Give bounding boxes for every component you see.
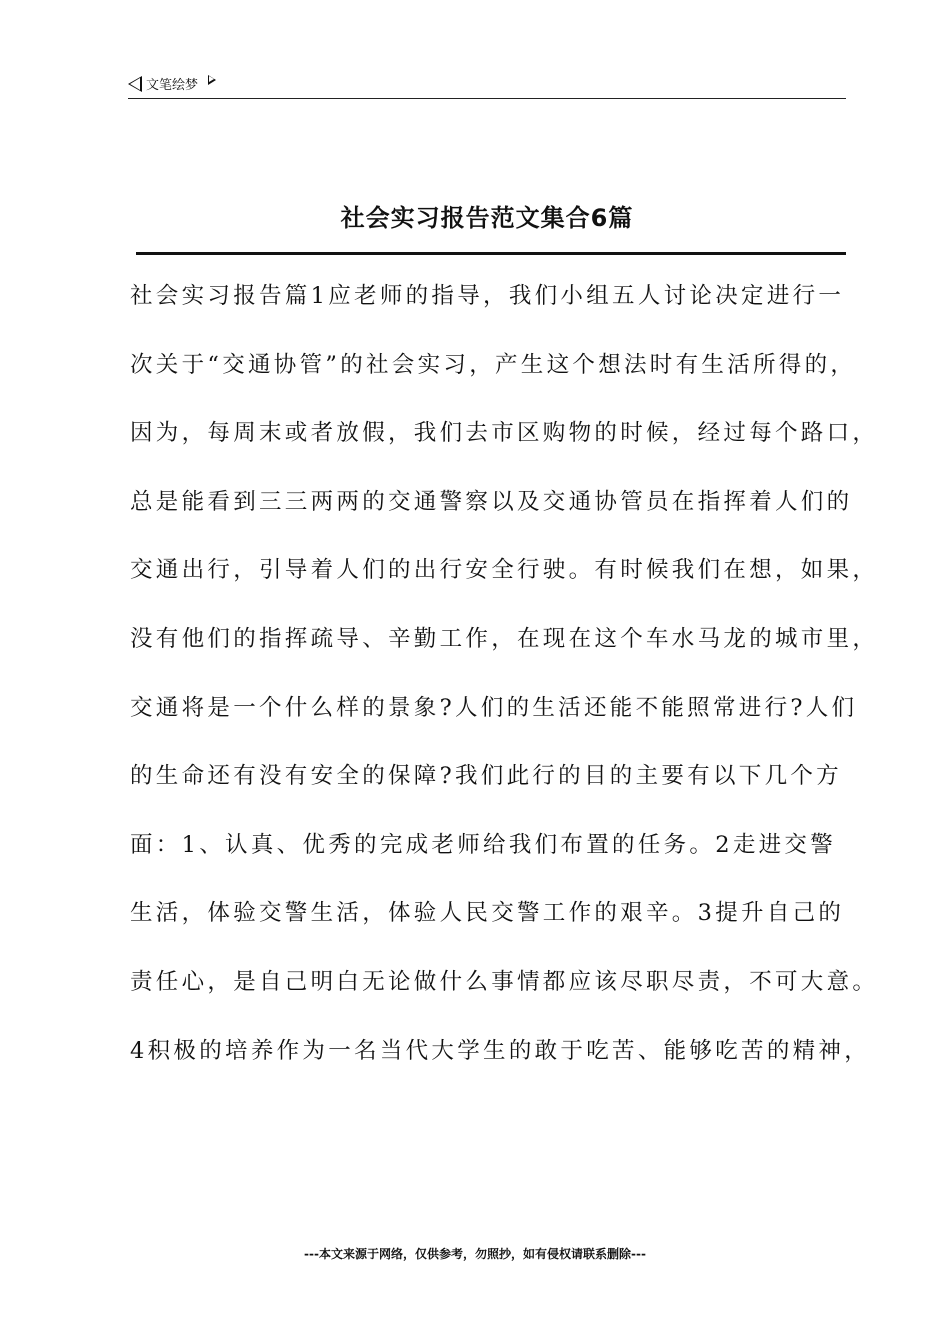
brand-text: 文笔绘梦	[146, 78, 199, 93]
body-line: 总是能看到三三两两的交通警察以及交通协管员在指挥着人们的	[130, 488, 853, 515]
body-line: 4积极的培养作为一名当代大学生的敢于吃苦、能够吃苦的精神，	[130, 1037, 871, 1064]
document-body	[130, 272, 879, 1095]
body-line: 社会实习报告篇1应老师的指导，我们小组五人讨论决定进行一	[130, 283, 845, 309]
body-line: 面：1、认真、优秀的完成老师给我们布置的任务。2走进交警	[130, 831, 837, 858]
footer-notice: ---本文来源于网络，仅供参考，勿照抄，如有侵权请联系删除---	[304, 1247, 646, 1261]
triangle-right-icon	[208, 75, 216, 85]
body-line: 因为，每周末或者放假，我们去市区购物的时候，经过每个路口，	[130, 420, 879, 447]
title-divider	[136, 252, 846, 255]
body-line: 没有他们的指挥疏导、辛勤工作，在现在这个车水马龙的城市里，	[130, 625, 879, 652]
body-line: 生活，体验交警生活，体验人民交警工作的艰辛。3提升自己的	[130, 900, 845, 927]
triangle-left-icon	[128, 76, 142, 92]
document-title: 社会实习报告范文集合6篇	[340, 204, 634, 232]
header-brand	[128, 74, 216, 93]
page-header	[128, 72, 846, 99]
body-line: 交通出行，引导着人们的出行安全行驶。有时候我们在想，如果，	[130, 557, 879, 584]
body-line: 交通将是一个什么样的景象?人们的生活还能不能照常进行?人们	[130, 694, 858, 721]
body-line: 责任心，是自己明白无论做什么事情都应该尽职尽责，不可大意。	[130, 968, 879, 995]
body-line: 次关于“交通协管”的社会实习，产生这个想法时有生活所得的，	[130, 351, 857, 378]
body-line: 的生命还有没有安全的保障?我们此行的目的主要有以下几个方	[130, 763, 842, 790]
